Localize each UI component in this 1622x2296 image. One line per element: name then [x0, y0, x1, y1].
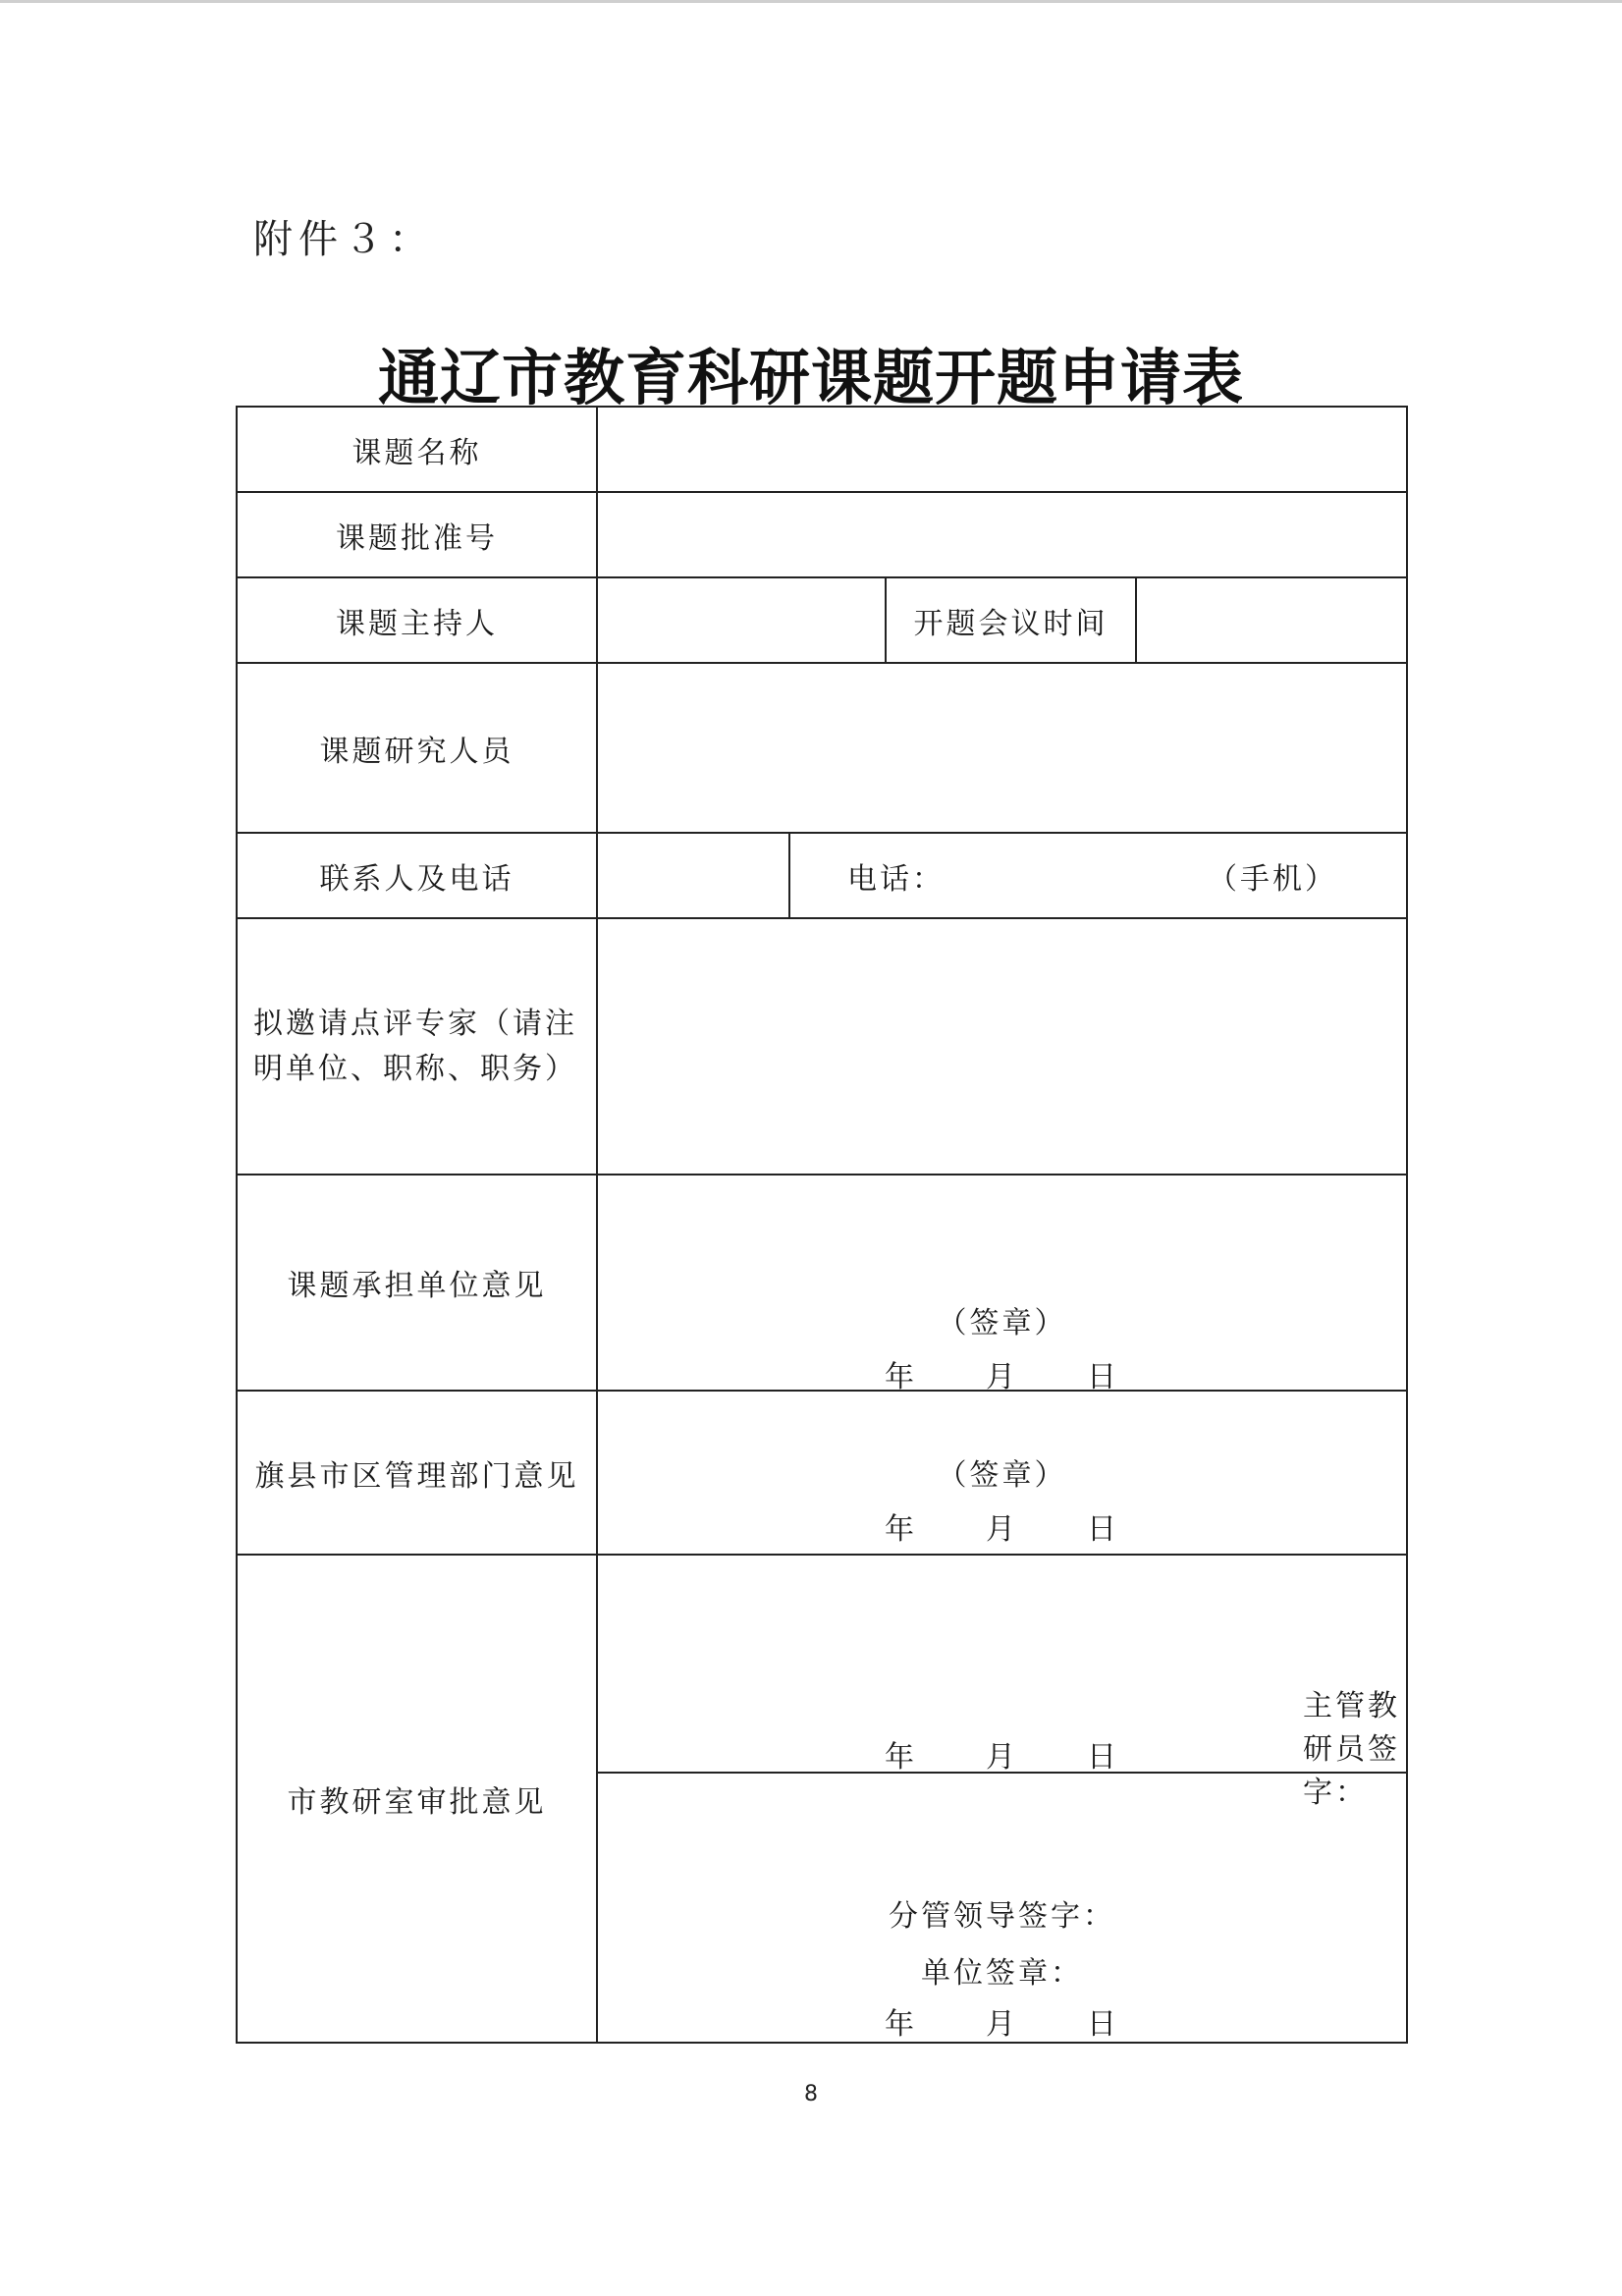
leader-sign-date	[598, 1999, 1406, 2043]
unit-seal-label: 单位签章：	[921, 1956, 1083, 1991]
experts-field[interactable]	[597, 918, 1407, 1175]
meeting-time-field[interactable]	[1136, 577, 1407, 663]
county-opinion-label: 旗县市区管理部门意见	[237, 1391, 597, 1555]
row-approval-no	[237, 492, 1407, 577]
county-opinion-field[interactable]	[597, 1391, 1407, 1555]
phone-field[interactable]	[789, 833, 1407, 918]
scan-edge	[0, 0, 1622, 3]
year-label: 年	[885, 2007, 917, 2042]
leader-sign-label: 分管领导签字：	[889, 1899, 1115, 1934]
page-number: 8	[804, 2082, 818, 2106]
day-label: 日	[1087, 1740, 1119, 1775]
project-name-field[interactable]	[597, 407, 1407, 492]
attachment-label: 附件３：	[253, 217, 434, 262]
city-approval-label: 市教研室审批意见	[237, 1555, 597, 2043]
year-label: 年	[885, 1512, 917, 1547]
unit-opinion-field[interactable]	[597, 1175, 1407, 1394]
year-label: 年	[885, 1360, 917, 1394]
unit-seal-note: （签章）	[937, 1306, 1067, 1340]
day-label: 日	[1087, 1360, 1119, 1394]
county-opinion-date	[598, 1504, 1406, 1548]
project-name-label: 课题名称	[237, 407, 597, 492]
month-label: 月	[986, 2007, 1018, 2042]
host-label: 课题主持人	[237, 577, 597, 663]
row-project-name	[237, 407, 1407, 492]
month-label: 月	[986, 1740, 1018, 1775]
row-city-approval-top	[237, 1555, 1407, 1773]
application-form-table	[236, 406, 1408, 2044]
researchers-field[interactable]	[597, 663, 1407, 833]
row-contact	[237, 833, 1407, 918]
month-label: 月	[986, 1512, 1018, 1547]
leader-sign-field[interactable]	[597, 1773, 1407, 2043]
supervisor-sign-date	[598, 1732, 1406, 1776]
approval-no-field[interactable]	[597, 492, 1407, 577]
page-title: 通辽市教育科研课题开题申请表	[377, 342, 1244, 413]
host-field[interactable]	[597, 577, 886, 663]
unit-opinion-date	[598, 1352, 1406, 1395]
day-label: 日	[1087, 1512, 1119, 1547]
row-experts	[237, 918, 1407, 1175]
row-county-opinion	[237, 1391, 1407, 1555]
contact-label: 联系人及电话	[237, 833, 597, 918]
month-label: 月	[986, 1360, 1018, 1394]
experts-label: 拟邀请点评专家（请注明单位、职称、职务）	[237, 918, 597, 1175]
contact-field[interactable]	[597, 833, 789, 918]
row-unit-opinion	[237, 1175, 1407, 1391]
approval-no-label: 课题批准号	[237, 492, 597, 577]
row-host	[237, 577, 1407, 663]
researchers-label: 课题研究人员	[237, 663, 597, 833]
county-seal-note: （签章）	[937, 1458, 1067, 1493]
supervisor-sign-label: 主管教研员签字：	[1303, 1689, 1400, 1810]
row-researchers	[237, 663, 1407, 833]
supervisor-sign-field[interactable]	[597, 1555, 1407, 1810]
day-label: 日	[1087, 2007, 1119, 2042]
mobile-label: （手机）	[1208, 861, 1337, 897]
phone-label: 电话：	[847, 861, 945, 897]
meeting-time-label: 开题会议时间	[886, 577, 1136, 663]
unit-opinion-label: 课题承担单位意见	[237, 1175, 597, 1391]
year-label: 年	[885, 1740, 917, 1775]
